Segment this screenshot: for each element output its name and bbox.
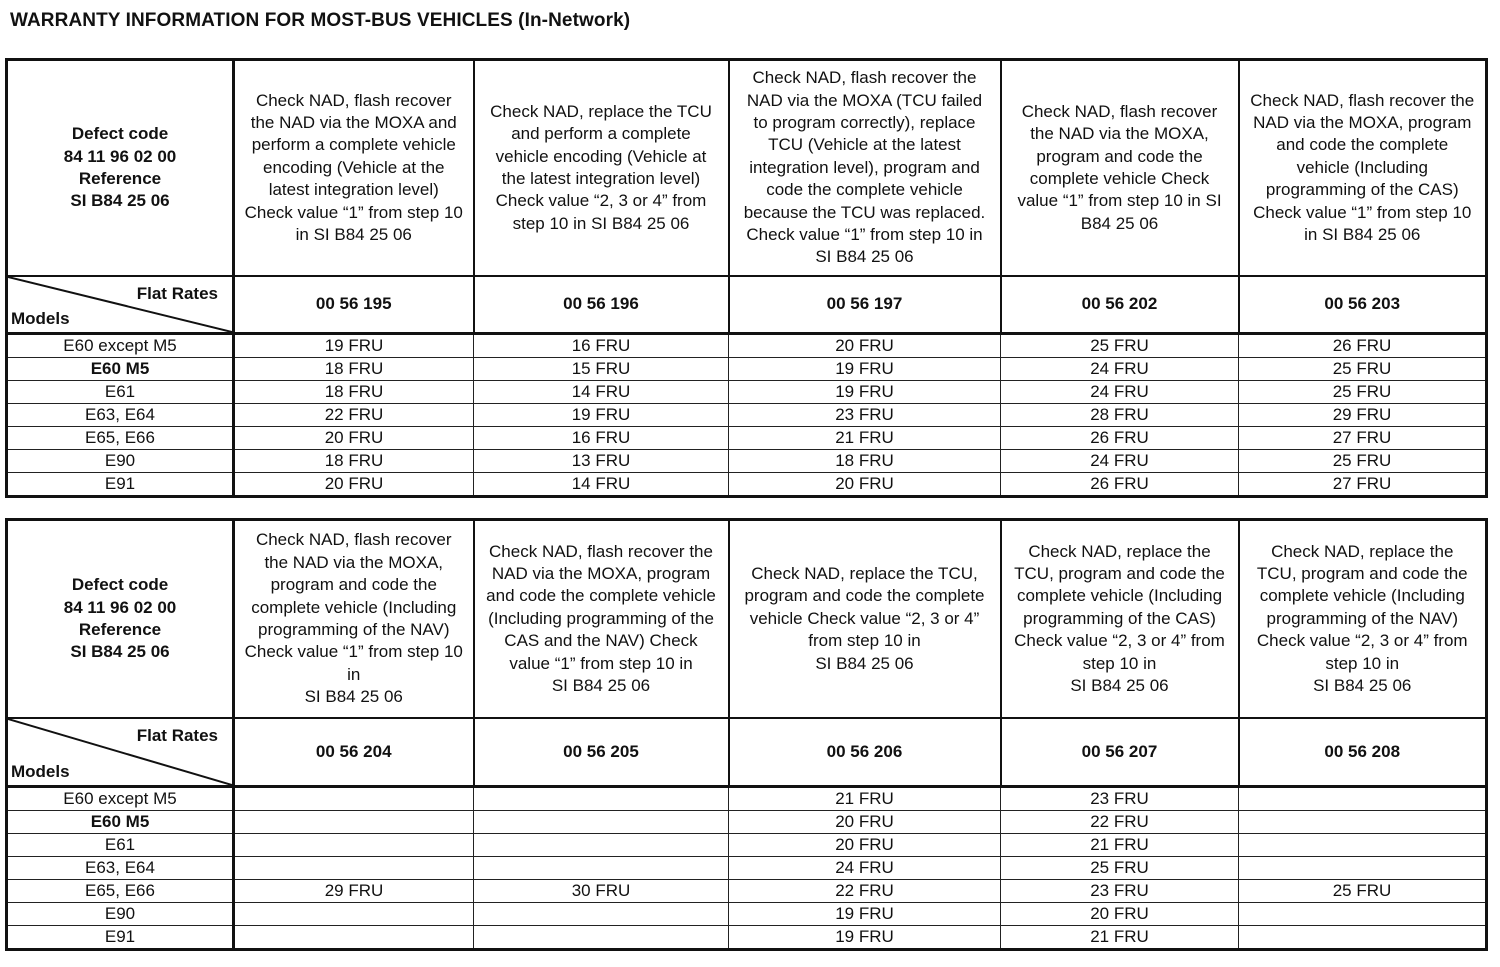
fru-value: 16 FRU	[474, 427, 729, 450]
table-row	[7, 473, 1487, 497]
flat-rate-row	[7, 276, 1487, 334]
model-name: E60 M5	[7, 811, 234, 834]
table-row	[7, 880, 1487, 903]
fru-value: 19 FRU	[234, 334, 474, 358]
fru-value: 19 FRU	[474, 404, 729, 427]
fru-value: 22 FRU	[1001, 811, 1239, 834]
flat-rate-row	[7, 718, 1487, 787]
defect-code-cell: Defect code 84 11 96 02 00 Reference SI B84 25 06	[7, 60, 234, 277]
repair-description: Check NAD, replace the TCU, program and code the complete vehicle Check value “2, 3 or 4” from step 10 in SI B84 25 06	[729, 520, 1001, 719]
model-name: E63, E64	[7, 857, 234, 880]
fru-value: 13 FRU	[474, 450, 729, 473]
flat-rate-code: 00 56 203	[1239, 276, 1487, 334]
fru-value: 18 FRU	[234, 450, 474, 473]
fru-value	[1239, 926, 1487, 950]
table-row	[7, 834, 1487, 857]
fru-value: 24 FRU	[1001, 358, 1239, 381]
model-name: E61	[7, 834, 234, 857]
models-label: Models	[11, 308, 70, 328]
model-name: E90	[7, 450, 234, 473]
repair-description: Check NAD, flash recover the NAD via the MOXA (TCU failed to program correctly), replace TCU (Vehicle at the latest integration level), program and code the complete vehicle because the TCU was replaced. Check value “1” from step 10 in SI B84 25 06	[729, 60, 1001, 277]
fru-value: 23 FRU	[729, 404, 1001, 427]
model-name: E65, E66	[7, 880, 234, 903]
fru-value: 19 FRU	[729, 903, 1001, 926]
fru-value: 25 FRU	[1001, 334, 1239, 358]
fru-value: 29 FRU	[1239, 404, 1487, 427]
fru-value: 22 FRU	[729, 880, 1001, 903]
repair-description: Check NAD, replace the TCU and perform a complete vehicle encoding (Vehicle at the latest integration level) Check value “2, 3 or 4” from step 10 in SI B84 25 06	[474, 60, 729, 277]
fru-value: 26 FRU	[1239, 334, 1487, 358]
table-row	[7, 787, 1487, 811]
fru-value	[474, 787, 729, 811]
fru-value	[474, 903, 729, 926]
fru-value	[474, 811, 729, 834]
fru-value: 28 FRU	[1001, 404, 1239, 427]
fru-value: 25 FRU	[1001, 857, 1239, 880]
fru-value: 30 FRU	[474, 880, 729, 903]
table-row	[7, 450, 1487, 473]
repair-description: Check NAD, flash recover the NAD via the MOXA, program and code the complete vehicle (Including programming of the NAV) Check value “1” from step 10 in SI B84 25 06	[234, 520, 474, 719]
fru-value	[234, 811, 474, 834]
repair-description: Check NAD, flash recover the NAD via the MOXA, program and code the complete vehicle (Including programming of the CAS) Check value “1” from step 10 in SI B84 25 06	[1239, 60, 1487, 277]
fru-value: 26 FRU	[1001, 473, 1239, 497]
fru-value: 25 FRU	[1239, 880, 1487, 903]
model-name: E60 except M5	[7, 787, 234, 811]
table-row	[7, 358, 1487, 381]
fru-value	[234, 834, 474, 857]
fru-value: 19 FRU	[729, 926, 1001, 950]
fru-value: 18 FRU	[729, 450, 1001, 473]
flat-rate-code: 00 56 207	[1001, 718, 1239, 787]
fru-value: 24 FRU	[1001, 450, 1239, 473]
table-row	[7, 857, 1487, 880]
flat-rates-label: Flat Rates	[136, 726, 218, 745]
fru-value: 25 FRU	[1239, 381, 1487, 404]
fru-value	[1239, 857, 1487, 880]
model-name: E63, E64	[7, 404, 234, 427]
fru-value	[474, 857, 729, 880]
fru-value: 15 FRU	[474, 358, 729, 381]
warranty-table-1	[5, 58, 1488, 498]
fru-value: 21 FRU	[1001, 926, 1239, 950]
fru-value	[474, 834, 729, 857]
fru-value: 18 FRU	[234, 358, 474, 381]
description-row	[7, 520, 1487, 719]
fru-value: 19 FRU	[729, 358, 1001, 381]
flat-rate-code: 00 56 202	[1001, 276, 1239, 334]
repair-description: Check NAD, replace the TCU, program and code the complete vehicle (Including programming of the NAV) Check value “2, 3 or 4” from step 10 in SI B84 25 06	[1239, 520, 1487, 719]
fru-value: 16 FRU	[474, 334, 729, 358]
flat-rates-models-header	[7, 718, 234, 787]
table-row	[7, 926, 1487, 950]
table-row	[7, 334, 1487, 358]
fru-value: 20 FRU	[234, 473, 474, 497]
fru-value: 25 FRU	[1239, 450, 1487, 473]
fru-value	[234, 787, 474, 811]
fru-value: 20 FRU	[729, 334, 1001, 358]
fru-value: 14 FRU	[474, 381, 729, 404]
fru-value: 24 FRU	[1001, 381, 1239, 404]
flat-rate-code: 00 56 197	[729, 276, 1001, 334]
fru-value: 18 FRU	[234, 381, 474, 404]
fru-value	[234, 903, 474, 926]
model-name: E90	[7, 903, 234, 926]
fru-value: 20 FRU	[729, 473, 1001, 497]
model-name: E91	[7, 926, 234, 950]
model-name: E61	[7, 381, 234, 404]
flat-rate-code: 00 56 208	[1239, 718, 1487, 787]
fru-value	[234, 857, 474, 880]
repair-description: Check NAD, flash recover the NAD via the MOXA and perform a complete vehicle encoding (Vehicle at the latest integration level) Check value “1” from step 10 in SI B84 25 06	[234, 60, 474, 277]
model-name: E65, E66	[7, 427, 234, 450]
fru-value: 22 FRU	[234, 404, 474, 427]
fru-value: 21 FRU	[729, 787, 1001, 811]
fru-value: 20 FRU	[1001, 903, 1239, 926]
model-name: E60 except M5	[7, 334, 234, 358]
fru-value	[1239, 787, 1487, 811]
flat-rates-models-header	[7, 276, 234, 334]
fru-value	[234, 926, 474, 950]
fru-value: 20 FRU	[234, 427, 474, 450]
models-label: Models	[11, 761, 70, 781]
fru-value	[1239, 834, 1487, 857]
repair-description: Check NAD, replace the TCU, program and code the complete vehicle (Including programming of the CAS) Check value “2, 3 or 4” from step 10 in SI B84 25 06	[1001, 520, 1239, 719]
defect-code-cell: Defect code 84 11 96 02 00 Reference SI B84 25 06	[7, 520, 234, 719]
flat-rates-label: Flat Rates	[136, 284, 218, 303]
table-row	[7, 404, 1487, 427]
fru-value: 25 FRU	[1239, 358, 1487, 381]
fru-value: 21 FRU	[729, 427, 1001, 450]
fru-value	[474, 926, 729, 950]
fru-value: 20 FRU	[729, 834, 1001, 857]
table-row	[7, 381, 1487, 404]
repair-description: Check NAD, flash recover the NAD via the MOXA, program and code the complete vehicle Check value “1” from step 10 in SI B84 25 06	[1001, 60, 1239, 277]
flat-rate-code: 00 56 196	[474, 276, 729, 334]
flat-rate-code: 00 56 195	[234, 276, 474, 334]
model-name: E91	[7, 473, 234, 497]
flat-rate-code: 00 56 205	[474, 718, 729, 787]
fru-value: 21 FRU	[1001, 834, 1239, 857]
warranty-table-2	[5, 518, 1488, 951]
fru-value: 27 FRU	[1239, 473, 1487, 497]
description-row	[7, 60, 1487, 277]
fru-value: 19 FRU	[729, 381, 1001, 404]
fru-value: 20 FRU	[729, 811, 1001, 834]
table-row	[7, 427, 1487, 450]
fru-value	[1239, 903, 1487, 926]
fru-value	[1239, 811, 1487, 834]
fru-value: 29 FRU	[234, 880, 474, 903]
fru-value: 27 FRU	[1239, 427, 1487, 450]
fru-value: 23 FRU	[1001, 880, 1239, 903]
fru-value: 23 FRU	[1001, 787, 1239, 811]
fru-value: 26 FRU	[1001, 427, 1239, 450]
model-name: E60 M5	[7, 358, 234, 381]
fru-value: 14 FRU	[474, 473, 729, 497]
table-row	[7, 903, 1487, 926]
page-title: WARRANTY INFORMATION FOR MOST-BUS VEHICLES (In-Network)	[10, 10, 631, 31]
flat-rate-code: 00 56 204	[234, 718, 474, 787]
fru-value: 24 FRU	[729, 857, 1001, 880]
table-row	[7, 811, 1487, 834]
repair-description: Check NAD, flash recover the NAD via the MOXA, program and code the complete vehicle (Including programming of the CAS and the NAV) Check value “1” from step 10 in SI B84 25 06	[474, 520, 729, 719]
flat-rate-code: 00 56 206	[729, 718, 1001, 787]
